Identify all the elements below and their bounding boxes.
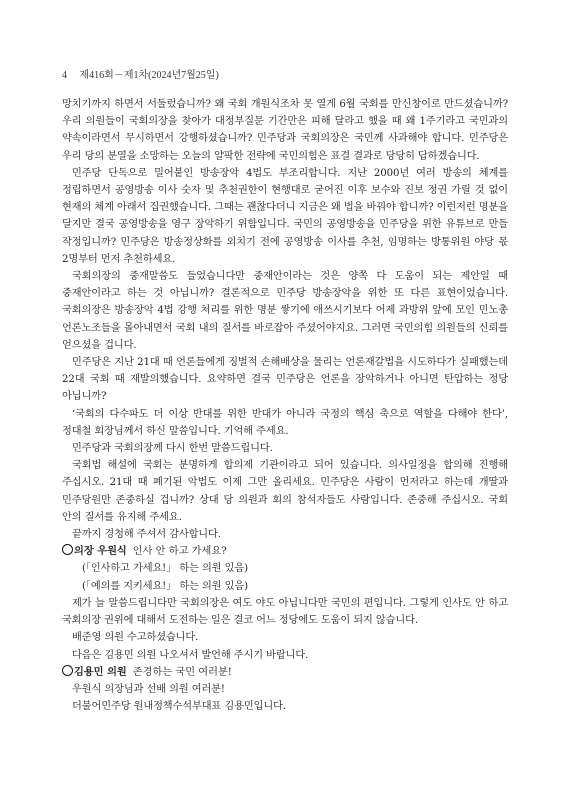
speaker-name: 김용민 의원 xyxy=(74,666,127,678)
paragraph: ‘국회의 다수파도 더 이상 반대를 위한 반대가 아니라 국정의 핵심 축으로 역할을 다해야 한다’, 정대철 회장님께서 하신 말씀입니다. 기억해 주세요. xyxy=(62,408,508,437)
paragraph: 망치기까지 하면서 서둘렀습니까? 왜 국회 개원식조차 못 열게 6월 국회를 만신창이로 만드셨습니까? 우리 의원들이 국회의장을 찾아가 대정부질문 기간만은 피해 달라고 했을 때 왜 1주기라고 국민과의 약속이라면서 무시하면서 강행하셨습니까? 민주당과 국회의장은 국민께 사과해야 합니다. 민주당은 우리 당의 분열을 소망하는 오늘의 얄팍한 전략에 국민의힘은 표결 결과로 당당히 답하겠습니다. xyxy=(62,99,508,162)
stage-direction: (「인사하고 가세요!」 하는 의원 있음) xyxy=(82,563,249,575)
paragraph: 민주당과 국회의장께 다시 한번 말씀드립니다. xyxy=(72,443,273,455)
speaker-text: 존경하는 국민 여러분! xyxy=(132,666,232,678)
speaker-circle-icon xyxy=(62,544,73,555)
paragraph: 끝까지 경청해 주셔서 감사합니다. xyxy=(72,529,221,541)
page-header xyxy=(62,66,219,81)
paragraph: 민주당은 지난 21대 때 언론들에게 징벌적 손해배상을 물리는 언론재갈법을 시도하다가 실패했는데 22대 국회 때 재발의했습니다. 요약하면 결국 민주당은 언론을 장악하거나 아니면 탄압하는 정당 아닙니까? xyxy=(62,357,508,403)
paragraph: 국회법 해설에 국회는 분명하게 합의제 기관이라고 되어 있습니다. 의사일정을 합의해 진행해 주십시오. 21대 때 폐기된 악법도 이제 그만 올리세요. 민주당은 사람이 먼저라고 하는데 개딸과 민주당원만 존중하실 겁니까? 상대 당 의원과 회의 참석자들도 사람입니다. 존중해 주십시오. 국회 안의 질서를 유지해 주세요. xyxy=(62,460,508,523)
paragraph: 다음은 김용민 의원 나오셔서 발언해 주시기 바랍니다. xyxy=(72,649,309,661)
speaker-circle-icon xyxy=(62,665,73,676)
paragraph: 민주당 단독으로 밀어붙인 방송장악 4법도 부조리합니다. 지난 2000년 여러 방송의 체계를 정립하면서 공영방송 이사 숫자 및 추천권한이 현행대로 굳어진 이후 보수와 진보 정권 가릴 것 없이 현재의 체계 아래서 집권했습니다. 그때는 괜찮다더니 지금은 왜 법을 바꿔야 합니까? 이런저런 명분을 달지만 결국 공영방송을 영구 장악하기 위함입니다. 국민의 공영방송을 민주당을 위한 유튜브로 만들 작정입니까? 민주당은 방송정상화를 외치기 전에 공영방송 이사를 추천, 임명하는 방통위원 야당 몫 2명부터 먼저 추천하세요. xyxy=(62,167,508,265)
speaker-name: 의장 우원식 xyxy=(74,546,127,558)
transcript-body xyxy=(62,96,508,715)
session-info: 제416회－제1차(2024년7월25일) xyxy=(79,70,219,81)
stage-direction: (「예의를 지키세요!」 하는 의원 있음) xyxy=(82,580,249,592)
paragraph: 국회의장의 중재말씀도 들었습니다만 중재안이라는 것은 양쪽 다 도움이 되는 제안일 때 중재안이라고 하는 것 아닙니까? 결론적으로 민주당 방송장악을 위한 또 다른 표현이었습니다. 국회의장은 방송장악 4법 강행 처리를 위한 명분 쌓기에 애쓰시기보다 어제 과방위 앞에 모인 민노총 언론노조들을 몰아내면서 국회 내의 질서를 바로잡아 주셨어야지요. 그러면 국민의힘 의원들의 신뢰를 얻으셨을 겁니다. xyxy=(62,271,508,351)
paragraph: 배준영 의원 수고하셨습니다. xyxy=(72,632,199,644)
paragraph: 더불어민주당 원내정책수석부대표 김용민입니다. xyxy=(72,701,286,713)
page-number: 4 xyxy=(62,70,67,81)
speaker-line xyxy=(62,664,508,681)
paragraph: 제가 늘 말씀드립니다만 국회의장은 여도 야도 아닙니다만 국민의 편입니다. 그렇게 인사도 안 하고 국회의장 권위에 대해서 도전하는 일은 결코 어느 정당에도 도움이 되지 않습니다. xyxy=(62,597,508,627)
paragraph: 우원식 의장님과 선배 의원 여러분! xyxy=(72,683,225,695)
speaker-text: 인사 안 하고 가세요? xyxy=(132,546,227,558)
speaker-line xyxy=(62,543,508,560)
